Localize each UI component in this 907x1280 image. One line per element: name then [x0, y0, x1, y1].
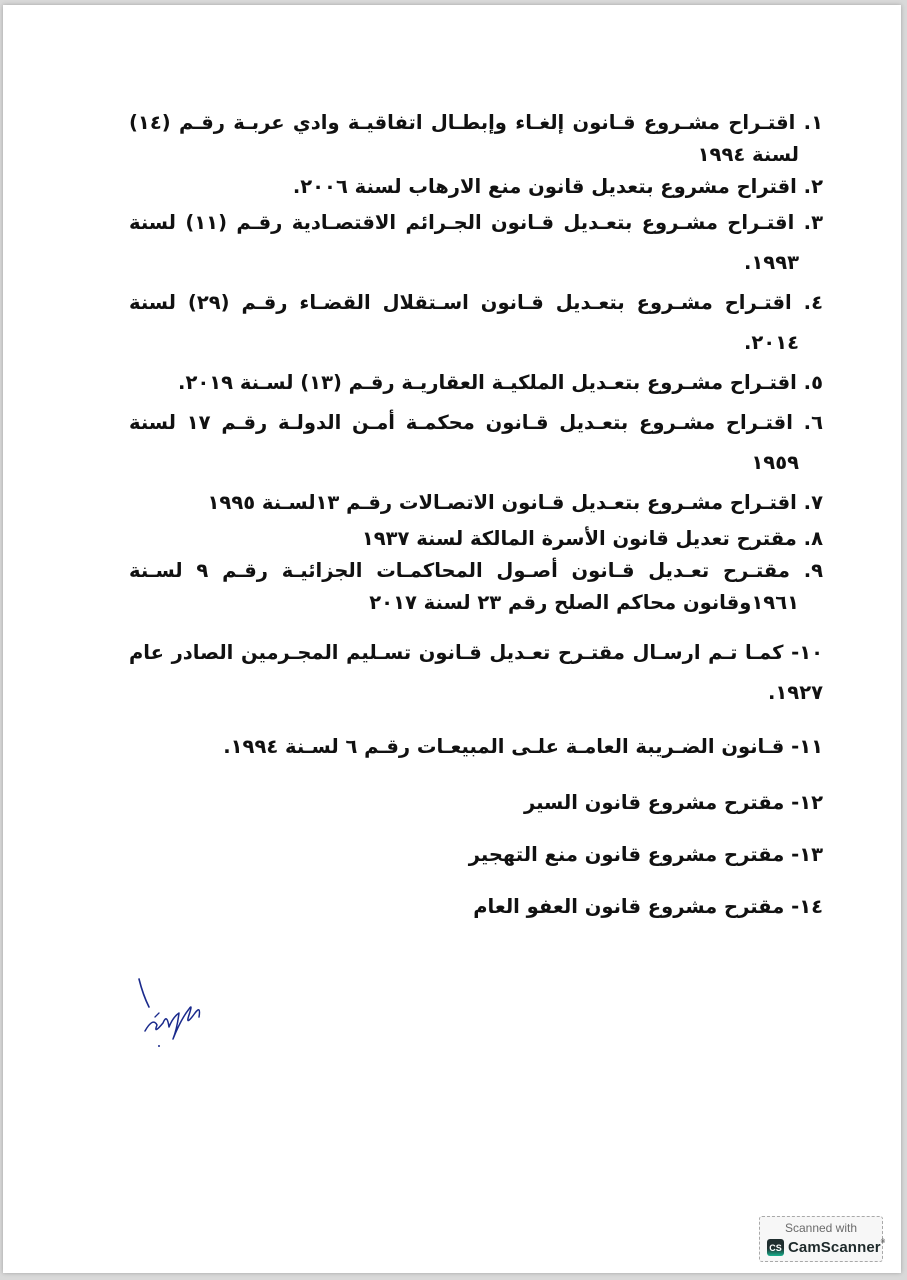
item-number: ٦.: [803, 411, 823, 434]
list-item-1: [129, 107, 823, 171]
item-number: ٧.: [803, 491, 823, 514]
camscanner-watermark: [759, 1216, 886, 1262]
watermark-caption: Scanned with: [784, 1221, 858, 1235]
item-number: ١٠-: [791, 641, 823, 664]
item-text: مقتـرح تعـديل قـانون أصـول المحاكمـات الجزائيـة رقـم ٩ لسـنة ١٩٦١وقانون محاكم الصلح رقم ٢٣ لسنة ٢٠١٧: [129, 559, 799, 614]
item-text: مقترح مشروع قانون السير: [523, 791, 785, 814]
item-text: اقتـراح مشـروع بتعـديل قـانون محكمـة أمـن الدولـة رقـم ١٧ لسنة ١٩٥٩: [129, 411, 799, 474]
watermark-brand: [788, 1239, 885, 1256]
item-number: ٣.: [803, 211, 823, 234]
brand-name: CamScanner: [788, 1239, 881, 1256]
item-text: اقتـراح مشـروع بتعـديل قـانون الجـرائم الاقتصـادية رقـم (١١) لسنة ١٩٩٣.: [129, 211, 799, 274]
list-item-5: [129, 363, 823, 403]
list-item-3: [129, 203, 823, 283]
item-text: مقترح مشروع قانون منع التهجير: [468, 843, 785, 866]
list-item-10: [129, 633, 823, 713]
list-item-13: [129, 839, 823, 871]
watermark-brand-row: [767, 1239, 885, 1256]
proposals-list: [129, 107, 823, 923]
item-text: اقتـراح مشـروع قـانون إلغـاء وإبطـال اتفاقيـة وادي عربـة رقـم (١٤) لسنة ١٩٩٤: [129, 111, 799, 166]
item-number: ٢.: [803, 175, 823, 198]
item-number: ٤.: [803, 291, 823, 314]
item-text: اقتـراح مشـروع بتعـديل قـانون الاتصـالات رقـم ١٣لسـنة ١٩٩٥: [207, 491, 797, 514]
item-number: ١٢-: [791, 791, 823, 814]
item-number: ١٤-: [791, 895, 823, 918]
scanned-page: [3, 5, 901, 1273]
item-text: كمـا تـم ارسـال مقتـرح تعـديل قـانون تسـليم المجـرمين الصادر عام ١٩٢٧.: [129, 641, 823, 704]
list-item-2: [129, 171, 823, 203]
list-item-7: [129, 483, 823, 523]
trademark-symbol: ®: [880, 1239, 886, 1245]
item-number: ٥.: [803, 371, 823, 394]
item-text: قـانون الضـريبة العامـة علـى المبيعـات رقـم ٦ لسـنة ١٩٩٤.: [223, 735, 785, 758]
item-text: اقتراح مشروع بتعديل قانون منع الارهاب لسنة ٢٠٠٦.: [292, 175, 797, 198]
item-text: اقتـراح مشـروع بتعـديل قـانون اسـتقلال القضـاء رقـم (٢٩) لسنة ٢٠١٤.: [129, 291, 799, 354]
item-text: اقتـراح مشـروع بتعـديل الملكيـة العقاريـة رقـم (١٣) لسـنة ٢٠١٩.: [178, 371, 797, 394]
camscanner-logo-icon: CS: [767, 1239, 784, 1256]
list-item-14: [129, 891, 823, 923]
item-number: ١٣-: [791, 843, 823, 866]
list-item-11: [129, 727, 823, 767]
item-text: مقترح تعديل قانون الأسرة المالكة لسنة ١٩٣٧: [361, 527, 797, 550]
item-number: ٨.: [803, 527, 823, 550]
item-number: ٩.: [803, 559, 824, 582]
item-text: مقترح مشروع قانون العفو العام: [473, 895, 785, 918]
list-item-12: [129, 787, 823, 819]
list-item-9: [129, 555, 823, 619]
list-item-6: [129, 403, 823, 483]
signature-icon: [133, 973, 213, 1048]
list-item-8: [129, 523, 823, 555]
list-item-4: [129, 283, 823, 363]
item-number: ١١-: [791, 735, 823, 758]
item-number: ١.: [803, 111, 823, 134]
